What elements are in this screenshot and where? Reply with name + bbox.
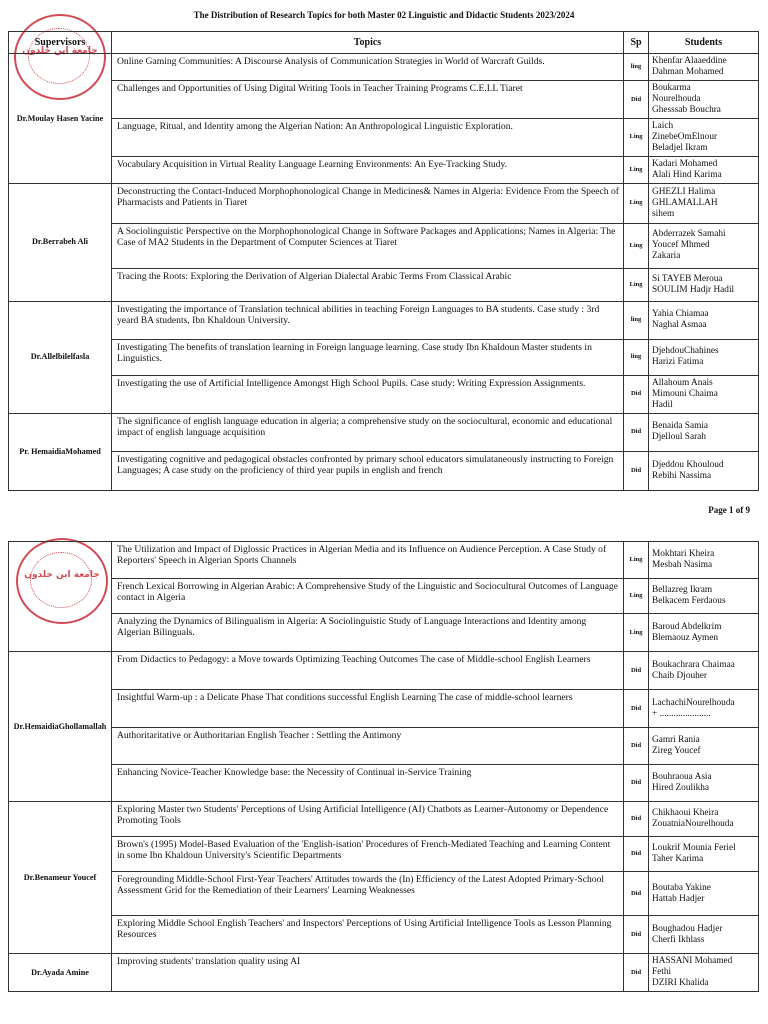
specialty-cell: Ling: [624, 542, 649, 579]
specialty-cell: Ling: [624, 118, 649, 156]
supervisor-cell: Pr. HemaidiaMohamed: [9, 413, 112, 490]
specialty-cell: Did: [624, 690, 649, 728]
student-name: Beladjel Ikram: [652, 142, 708, 153]
table-row: [9, 223, 759, 268]
student-name: sihem: [652, 208, 675, 219]
specialty-cell: Ling: [624, 156, 649, 183]
supervisor-cell: Dr.Allelbilelfasla: [9, 301, 112, 413]
stamp-text: جامعة ابن خلدون: [22, 46, 98, 56]
topic-cell: A Sociolinguistic Perspective on the Morphophonological Change in Software Packages and Applications; Names in Algeria: The Case of MA2 Students in the Department of Computer Sciences at Tiaret: [112, 223, 624, 268]
students-cell: [649, 652, 759, 690]
student-name: Taher Karima: [652, 854, 704, 864]
students-cell: [649, 542, 759, 579]
stamp-text: جامعة ابن خلدون: [24, 570, 100, 580]
student-name: Harizi Fatima: [652, 357, 704, 368]
student-name: Boukachrara Chaimaa: [652, 659, 735, 670]
student-name: Bouhraoua Asia: [652, 772, 712, 783]
students-cell: [649, 614, 759, 652]
table-row: [9, 614, 759, 652]
supervisor-cell: Dr.Benameur Youcef: [9, 802, 112, 954]
topic-cell: Exploring Master two Students' Perceptions of Using Artificial Intelligence (AI) Chatbots as Learner-Autonomy or Dependence Promoting Tools: [112, 802, 624, 837]
supervisor-cell: Dr.Berrabeh Ali: [9, 183, 112, 301]
table-row: [9, 183, 759, 223]
student-name: Belkacem Ferdaous: [652, 596, 726, 606]
students-cell: [649, 375, 759, 413]
table-row: [9, 54, 759, 81]
topic-cell: Investigating The benefits of translation learning in Foreign language learning. Case study Ibn Khaldoun Master students in Linguistics.: [112, 339, 624, 375]
topic-cell: Investigating cognitive and pedagogical obstacles confronted by primary school educators simulataneously instructing to Foreign Languages; A case study on the proficiency of third year pupils in english and french: [112, 451, 624, 490]
students-cell: [649, 413, 759, 451]
specialty-cell: Ling: [624, 268, 649, 301]
topics-table-page-1: [8, 31, 759, 491]
students-cell: [649, 118, 759, 156]
topic-cell: The Utilization and Impact of Diglossic Practices in Algerian Media and its Influence on Audience Perception. A Case Study of Reporters' Speech in Algerian Sports Channels: [112, 542, 624, 579]
specialty-cell: Ling: [624, 223, 649, 268]
topic-cell: Investigating the use of Artificial Intelligence Amongst High School Pupils. Case study: Writing Expression Assignments.: [112, 375, 624, 413]
table-row: [9, 339, 759, 375]
student-name: Rebihi Nassima: [652, 470, 712, 481]
topic-cell: Exploring Middle School English Teachers' and Inspectors' Perceptions of Using Artificial Intelligence Tools as Lesson Planning Resources: [112, 916, 624, 954]
student-name: Zireg Youcef: [652, 746, 701, 756]
student-name: Loukrif Mounia Feriel: [652, 843, 736, 854]
student-name: Youcef Mhmed: [652, 240, 710, 251]
student-name: Naghal Asmaa: [652, 320, 707, 331]
table-row: [9, 872, 759, 916]
students-cell: [649, 765, 759, 802]
student-name: Alali Hind Karima: [652, 169, 722, 180]
students-cell: [649, 690, 759, 728]
table-row: [9, 837, 759, 872]
topic-cell: Tracing the Roots: Exploring the Derivation of Algerian Dialectal Arabic Terms From Classical Arabic: [112, 268, 624, 301]
specialty-cell: ling: [624, 339, 649, 375]
student-name: Mesbah Nasima: [652, 560, 713, 570]
table-row: [9, 413, 759, 451]
student-name: Dahman Mohamed: [652, 66, 724, 77]
students-cell: [649, 301, 759, 339]
student-name: Chaib Djouher: [652, 670, 707, 681]
header-sp: Sp: [624, 32, 649, 54]
student-name: Allahoum Anais: [652, 377, 713, 388]
table-row: [9, 802, 759, 837]
students-cell: [649, 872, 759, 916]
student-name: Fethi: [652, 966, 672, 977]
student-name: Djelloul Sarah: [652, 432, 706, 443]
student-name: Yahia Chiamaa: [652, 309, 709, 320]
document-title: The Distribution of Research Topics for both Master 02 Linguistic and Didactic Students 2023/2024: [193, 10, 575, 20]
specialty-cell: Did: [624, 802, 649, 837]
topic-cell: Improving students' translation quality using AI: [112, 954, 624, 992]
student-name: ZinebeOmElnour: [652, 131, 718, 142]
specialty-cell: ling: [624, 301, 649, 339]
student-name: Boughadou Hadjer: [652, 923, 723, 934]
specialty-cell: Ling: [624, 183, 649, 223]
student-name: GHLAMALLAH: [652, 197, 718, 208]
table-row: [9, 916, 759, 954]
student-name: ZouatniaNourelhouda: [652, 819, 734, 829]
student-name: SOULIM Hadjr Hadil: [652, 284, 735, 295]
students-cell: [649, 451, 759, 490]
student-name: HASSANI Mohamed: [652, 956, 733, 966]
student-name: Boutaba Yakine: [652, 882, 711, 893]
supervisor-cell: [9, 542, 112, 652]
student-name: DZIRI Khalida: [652, 977, 709, 988]
student-name: LachachiNourelhouda: [652, 697, 735, 708]
table-row: [9, 301, 759, 339]
specialty-cell: Did: [624, 451, 649, 490]
table-row: [9, 451, 759, 490]
students-cell: [649, 223, 759, 268]
specialty-cell: Did: [624, 954, 649, 992]
table-row: [9, 118, 759, 156]
topic-cell: Vocabulary Acquisition in Virtual Reality Language Learning Environments: An Eye-Tracking Study.: [112, 156, 624, 183]
student-name: + ......................: [652, 708, 711, 719]
specialty-cell: Did: [624, 916, 649, 954]
student-name: Baroud Abdelkrim: [652, 621, 722, 632]
topic-cell: The significance of english language education in algeria; a comprehensive study on the sociocultural, economic and educational impact of english language acquisition: [112, 413, 624, 451]
student-name: Si TAYEB Meroua: [652, 273, 723, 284]
student-name: Benaida Samia: [652, 421, 709, 432]
student-name: Laich: [652, 120, 674, 131]
students-cell: [649, 156, 759, 183]
specialty-cell: Did: [624, 80, 649, 118]
supervisor-cell: Dr.Ayada Amine: [9, 954, 112, 992]
student-name: Hattab Hadjer: [652, 893, 705, 904]
header-topics: Topics: [112, 32, 624, 54]
specialty-cell: Did: [624, 375, 649, 413]
topic-cell: Brown's (1995) Model-Based Evaluation of the 'English-isation' Procedures of French-Mediated Teaching and Learning Content in some Ibn Khaldoun University's Scientific Departments: [112, 837, 624, 872]
specialty-cell: Ling: [624, 579, 649, 614]
student-name: GHEZLI Halima: [652, 186, 716, 197]
specialty-cell: Did: [624, 652, 649, 690]
topic-cell: From Didactics to Pedagogy: a Move towards Optimizing Teaching Outcomes The case of Middle-school English Learners: [112, 652, 624, 690]
table-row: [9, 542, 759, 579]
topic-cell: Online Gaming Communities: A Discourse Analysis of Communication Strategies in World of Warcraft Guilds.: [112, 54, 624, 81]
student-name: Boukarma: [652, 82, 691, 93]
table-row: [9, 375, 759, 413]
supervisor-cell: Dr.HemaidiaGhollamallah: [9, 652, 112, 802]
topic-cell: Challenges and Opportunities of Using Digital Writing Tools in Teacher Training Programs C.E.I.L Tiaret: [112, 80, 624, 118]
supervisor-cell: Dr.Moulay Hasen Yacine: [9, 54, 112, 184]
topic-cell: Authoritaritative or Authoritarian English Teacher : Settling the Antimony: [112, 728, 624, 765]
header-students: Students: [649, 32, 759, 54]
topic-cell: Deconstructing the Contact-Induced Morphophonological Change in Medicines& Names in Algeria: Evidence From the Speech of Pharmacists and Patients in Tiaret: [112, 183, 624, 223]
students-cell: [649, 954, 759, 992]
table-row: [9, 80, 759, 118]
specialty-cell: Did: [624, 728, 649, 765]
header-supervisors: Supervisors: [9, 32, 112, 54]
page-number: Page 1 of 9: [708, 505, 750, 515]
specialty-cell: Did: [624, 413, 649, 451]
specialty-cell: Did: [624, 765, 649, 802]
student-name: Mokhtari Kheira: [652, 549, 715, 560]
students-cell: [649, 837, 759, 872]
table-row: [9, 728, 759, 765]
student-name: DjehdouChahines: [652, 346, 719, 357]
topic-cell: Enhancing Novice-Teacher Knowledge base: the Necessity of Continual in-Service Training: [112, 765, 624, 802]
topic-cell: Investigating the importance of Translation technical abilities in teaching Foreign Languages to BA students. Case study : 3rd yeard BA students, Ibn Khaldoun University.: [112, 301, 624, 339]
student-name: Mimouni Chaima: [652, 388, 718, 399]
topic-cell: Analyzing the Dynamics of Bilingualism in Algeria: A Sociolinguistic Study of Language Interactions and Identity among Algerian Bilinguals.: [112, 614, 624, 652]
students-cell: [649, 183, 759, 223]
student-name: Blemaouz Aymen: [652, 632, 719, 643]
students-cell: [649, 339, 759, 375]
student-name: Chikhaoui Kheira: [652, 808, 719, 819]
student-name: Bellazreg Ikram: [652, 585, 713, 596]
topic-cell: Language, Ritual, and Identity among the Algerian Nation: An Anthropological Linguistic Exploration.: [112, 118, 624, 156]
students-cell: [649, 802, 759, 837]
specialty-cell: Did: [624, 872, 649, 916]
student-name: Nourelhouda: [652, 93, 701, 104]
specialty-cell: ling: [624, 54, 649, 81]
student-name: Ghesssab Bouchra: [652, 104, 721, 115]
student-name: Khenfar Alaaeddine: [652, 56, 727, 66]
specialty-cell: Ling: [624, 614, 649, 652]
topics-table-page-2: [8, 541, 759, 992]
students-cell: [649, 268, 759, 301]
student-name: Abderrazek Samahi: [652, 229, 726, 240]
student-name: Gamri Rania: [652, 735, 700, 746]
topic-cell: Foregrounding Middle-School First-Year Teachers' Attitudes towards the (In) Efficiency of the Latest Adopted Primary-School Assessment Grid for the Remediation of their Learners' Learning Weaknesses: [112, 872, 624, 916]
student-name: Kadari Mohamed: [652, 158, 718, 169]
table-row: [9, 690, 759, 728]
student-name: Hadil: [652, 399, 673, 410]
students-cell: [649, 579, 759, 614]
table-row: [9, 156, 759, 183]
table-row: [9, 268, 759, 301]
topic-cell: Insightful Warm-up : a Delicate Phase That conditions successful English Learning The case of middle-school learners: [112, 690, 624, 728]
students-cell: [649, 728, 759, 765]
specialty-cell: Did: [624, 837, 649, 872]
student-name: Zakaria: [652, 251, 681, 262]
table-row: [9, 954, 759, 992]
student-name: Cherfi Ikhlass: [652, 934, 705, 945]
table-row: [9, 579, 759, 614]
topic-cell: French Lexical Borrowing in Algerian Arabic: A Comprehensive Study of the Linguistic and Sociocultural Outcomes of Language contact in Algeria: [112, 579, 624, 614]
students-cell: [649, 916, 759, 954]
students-cell: [649, 54, 759, 81]
student-name: Djeddou Khouloud: [652, 459, 724, 470]
table-row: [9, 652, 759, 690]
table-row: [9, 765, 759, 802]
students-cell: [649, 80, 759, 118]
student-name: Hired Zoulikha: [652, 783, 710, 793]
